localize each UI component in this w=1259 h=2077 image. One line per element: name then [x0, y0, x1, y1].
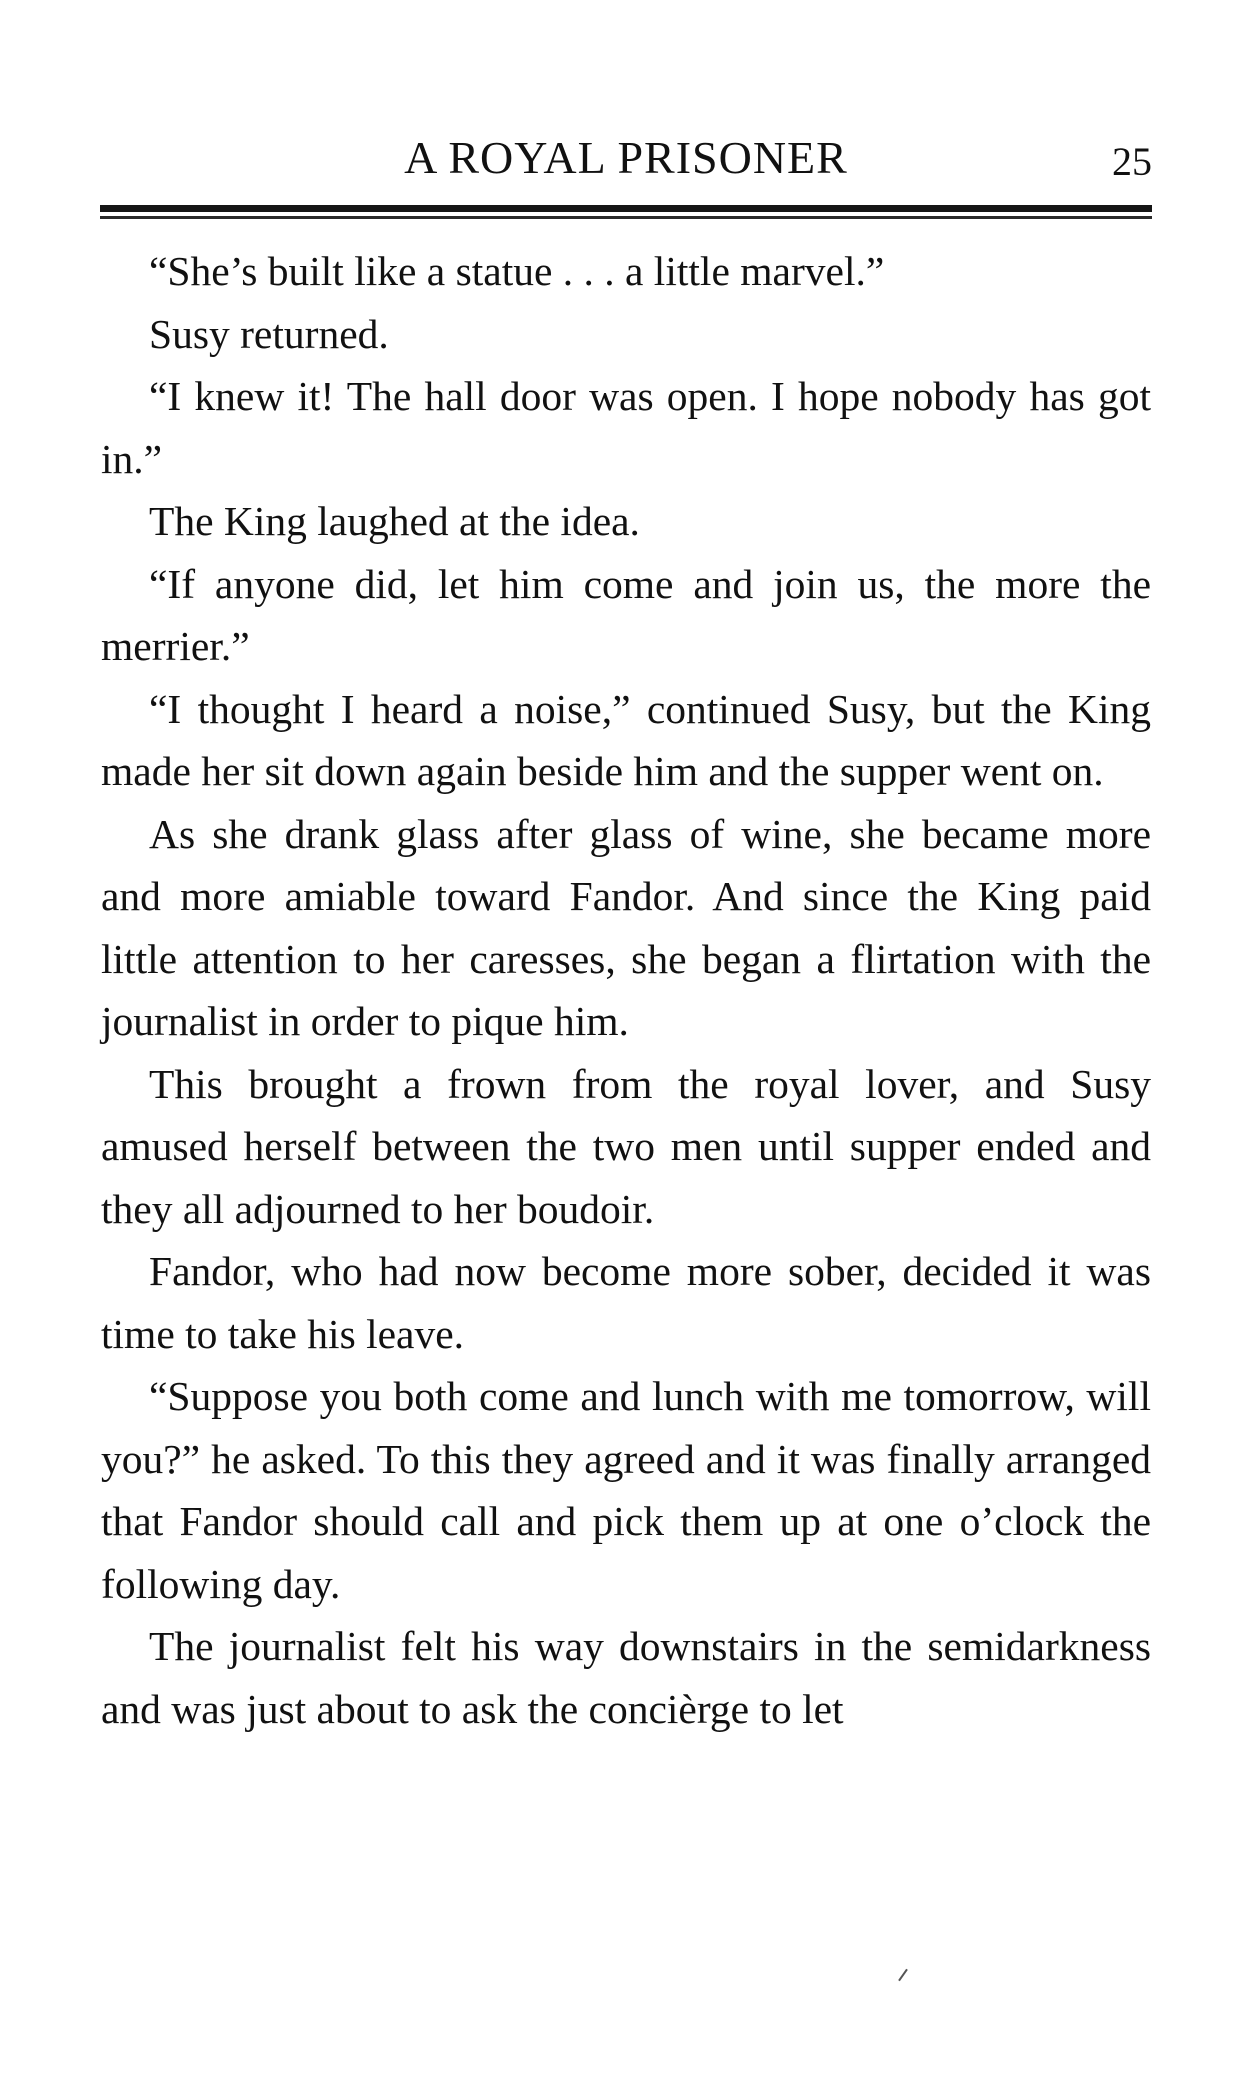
paragraph: The journalist felt his way downstairs in the semidarkness and was just about to ask the concièrge to let [101, 1623, 1151, 1732]
paragraph: “I knew it! The hall door was open. I hope nobody has got in.” [101, 373, 1151, 482]
running-head [100, 128, 1152, 188]
paragraph: “I thought I heard a noise,” continued Susy, but the King made her sit down again beside him and the supper went on. [101, 685, 1151, 794]
paragraph: As she drank glass after glass of wine, she became more and more amiable toward Fandor. And since the King paid little attention to her caresses, she began a flirtation with the journalist in order to pique him. [101, 810, 1151, 1044]
paragraph: “Suppose you both come and lunch with me tomorrow, will you?” he asked. To this they agreed and it was finally arranged that Fandor should call and pick them up at one o’clock the following day. [101, 1373, 1151, 1607]
page-number: 25 [1112, 139, 1152, 184]
body-text [101, 240, 1151, 1740]
header-rule-thick [100, 205, 1152, 212]
paragraph: Fandor, who had now become more sober, decided it was time to take his leave. [101, 1248, 1151, 1357]
paragraph: This brought a frown from the royal lover, and Susy amused herself between the two men until supper ended and they all adjourned to her boudoir. [101, 1060, 1151, 1232]
paragraph: The King laughed at the idea. [149, 498, 640, 544]
scan-speck [898, 1969, 908, 1982]
paragraph: “She’s built like a statue . . . a little marvel.” [149, 248, 885, 294]
running-title: A ROYAL PRISONER [404, 132, 848, 183]
paragraph: Susy returned. [149, 310, 389, 357]
paragraph: “If anyone did, let him come and join us, the more the merrier.” [101, 560, 1151, 669]
header-rule-thin [100, 216, 1152, 219]
